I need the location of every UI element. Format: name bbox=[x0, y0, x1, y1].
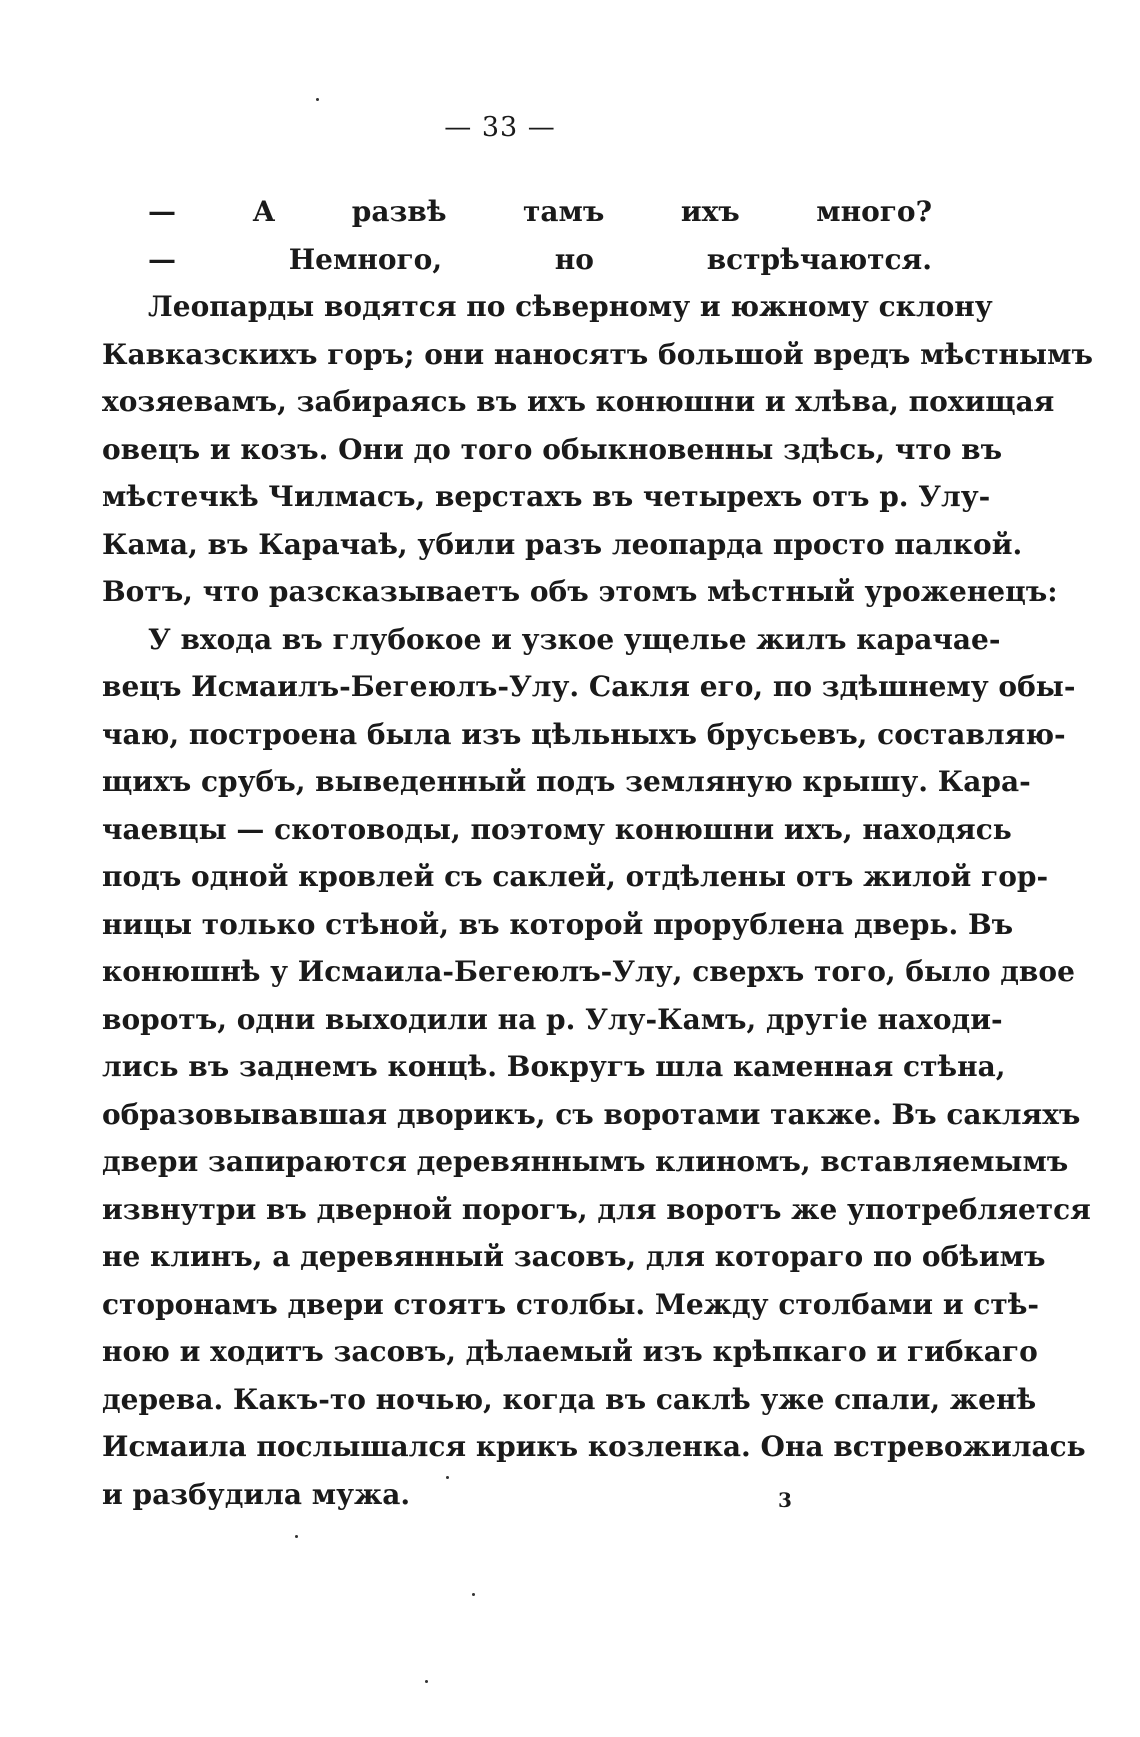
text-line: воротъ, одни выходили на р. Улу-Камъ, другіе находи- bbox=[102, 1002, 1003, 1036]
text-line: образовывавшая дворикъ, съ воротами также. Въ сакляхъ bbox=[102, 1097, 1081, 1131]
text-line: дерева. Какъ-то ночью, когда въ саклѣ уже спали, женѣ bbox=[102, 1382, 1037, 1416]
text-line: сторонамъ двери стоятъ столбы. Между столбами и стѣ- bbox=[102, 1287, 1040, 1321]
text-line: Исмаила послышался крикъ козленка. Она встревожилась bbox=[102, 1430, 1086, 1463]
text-line: вецъ Исмаилъ-Бегеюлъ-Улу. Сакля его, по здѣшнему обы- bbox=[102, 670, 1076, 703]
page-body-text bbox=[102, 188, 1093, 1518]
text-line: — Немного, но встрѣчаются. bbox=[148, 242, 932, 276]
print-speck bbox=[472, 1593, 475, 1596]
text-line: подъ одной кровлей съ саклей, отдѣлены отъ жилой гор- bbox=[102, 860, 1049, 893]
text-line: овецъ и козъ. Они до того обыкновенны здѣсь, что въ bbox=[102, 432, 1003, 466]
text-line: не клинъ, а деревянный засовъ, для котораго по обѣимъ bbox=[102, 1240, 1046, 1273]
text-line: чаю, построена была изъ цѣльныхъ брусьевъ, составляю- bbox=[102, 717, 1066, 751]
print-speck bbox=[446, 1476, 449, 1479]
text-line: Леопарды водятся по сѣверному и южному склону bbox=[148, 290, 993, 323]
text-line: Кама, въ Карачаѣ, убили разъ леопарда просто палкой. bbox=[102, 527, 1023, 561]
text-line: щихъ срубъ, выведенный подъ земляную крышу. Кара- bbox=[102, 765, 1031, 798]
page-number: — 33 — bbox=[444, 112, 556, 143]
text-line: Вотъ, что разсказываетъ объ этомъ мѣстный уроженецъ: bbox=[102, 575, 1058, 608]
text-line: хозяевамъ, забираясь въ ихъ конюшни и хлѣва, похищая bbox=[102, 385, 1055, 418]
print-speck bbox=[316, 98, 319, 101]
text-line: конюшнѣ у Исмаила-Бегеюлъ-Улу, сверхъ того, было двое bbox=[102, 955, 1075, 988]
text-line: двери запираются деревяннымъ клиномъ, вставляемымъ bbox=[102, 1145, 1069, 1178]
text-line: Кавказскихъ горъ; они наносятъ большой вредъ мѣстнымъ bbox=[102, 337, 1093, 371]
text-line: — А развѣ тамъ ихъ много? bbox=[148, 195, 932, 228]
text-line: У входа въ глубокое и узкое ущелье жилъ карачае- bbox=[148, 622, 1001, 656]
text-line: ницы только стѣной, въ которой прорублена дверь. Въ bbox=[102, 907, 1014, 941]
text-line: ною и ходитъ засовъ, дѣлаемый изъ крѣпкаго и гибкаго bbox=[102, 1335, 1038, 1368]
text-line: мѣстечкѣ Чилмасъ, верстахъ въ четырехъ отъ р. Улу- bbox=[102, 480, 991, 513]
print-speck bbox=[295, 1535, 298, 1538]
text-line: чаевцы — скотоводы, поэтому конюшни ихъ, находясь bbox=[102, 812, 1012, 846]
text-line: извнутри въ дверной порогъ, для воротъ же употребляется bbox=[102, 1192, 1091, 1226]
printer-signature-mark: 3 bbox=[778, 1488, 792, 1512]
text-line: и разбудила мужа. bbox=[102, 1477, 411, 1511]
print-speck bbox=[425, 1680, 428, 1683]
text-line: лись въ заднемъ концѣ. Вокругъ шла каменная стѣна, bbox=[102, 1050, 1006, 1083]
